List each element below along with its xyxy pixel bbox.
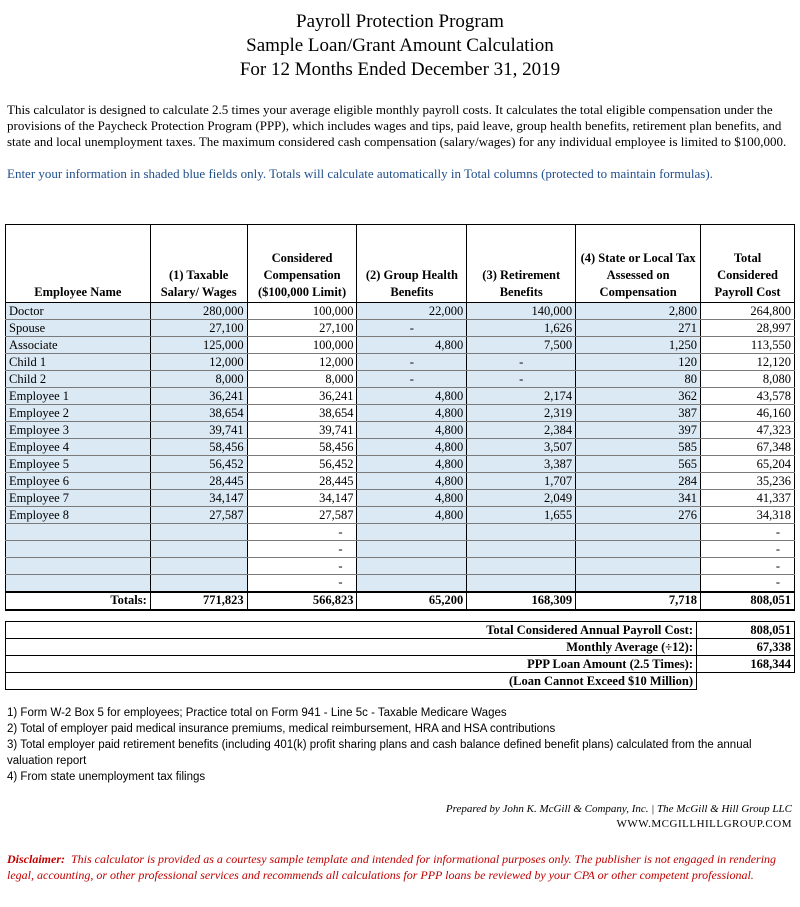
cell-retirement[interactable]	[467, 541, 576, 558]
cell-state-tax[interactable]: 565	[576, 456, 701, 473]
cell-group-health[interactable]: 4,800	[357, 456, 467, 473]
cell-state-tax[interactable]: 80	[576, 371, 701, 388]
cell-group-health[interactable]: -	[357, 320, 467, 337]
cell-employee-name[interactable]	[6, 558, 151, 575]
cell-retirement[interactable]: -	[467, 354, 576, 371]
table-row	[6, 303, 795, 320]
cell-state-tax[interactable]: 585	[576, 439, 701, 456]
summary-annual-value: 808,051	[697, 622, 795, 639]
cell-taxable-salary[interactable]: 38,654	[150, 405, 247, 422]
cell-state-tax[interactable]: 271	[576, 320, 701, 337]
table-row	[6, 490, 795, 507]
table-row	[6, 388, 795, 405]
table-row	[6, 354, 795, 371]
cell-total-payroll-cost: -	[701, 524, 795, 541]
cell-total-payroll-cost: 264,800	[701, 303, 795, 320]
cell-group-health[interactable]: 4,800	[357, 337, 467, 354]
cell-considered-compensation: 56,452	[247, 456, 357, 473]
summary-row-annual	[6, 622, 795, 639]
cell-state-tax[interactable]: 276	[576, 507, 701, 524]
cell-total-payroll-cost: 43,578	[701, 388, 795, 405]
cell-group-health[interactable]: 4,800	[357, 405, 467, 422]
cell-total-payroll-cost: 67,348	[701, 439, 795, 456]
title-line-1: Payroll Protection Program	[296, 11, 504, 32]
prepared-by: Prepared by John K. McGill & Company, Inc. | The McGill & Hill Group LLC	[445, 803, 792, 815]
cell-taxable-salary[interactable]: 12,000	[150, 354, 247, 371]
cell-state-tax[interactable]: 341	[576, 490, 701, 507]
cell-state-tax[interactable]: 2,800	[576, 303, 701, 320]
cell-taxable-salary[interactable]	[150, 558, 247, 575]
cell-employee-name[interactable]: Employee 3	[6, 422, 151, 439]
disclaimer-label: Disclaimer:	[7, 852, 65, 866]
cell-employee-name[interactable]: Employee 1	[6, 388, 151, 405]
cell-retirement[interactable]: 1,655	[467, 507, 576, 524]
cell-considered-compensation: 27,100	[247, 320, 357, 337]
cell-considered-compensation: -	[247, 575, 357, 592]
cell-considered-compensation: 34,147	[247, 490, 357, 507]
cell-employee-name[interactable]: Employee 8	[6, 507, 151, 524]
cell-state-tax[interactable]	[576, 558, 701, 575]
title-line-3: For 12 Months Ended December 31, 2019	[239, 59, 561, 80]
cell-total-payroll-cost: 41,337	[701, 490, 795, 507]
cell-employee-name[interactable]	[6, 541, 151, 558]
table-row	[6, 524, 795, 541]
cell-employee-name[interactable]: Employee 4	[6, 439, 151, 456]
cell-considered-compensation: 100,000	[247, 337, 357, 354]
cell-retirement[interactable]	[467, 558, 576, 575]
cell-considered-compensation: -	[247, 524, 357, 541]
cell-group-health[interactable]: -	[357, 371, 467, 388]
header-group-health: (2) Group Health Benefits	[357, 225, 467, 303]
cell-total-payroll-cost: -	[701, 575, 795, 592]
summary-row-monthly	[6, 639, 795, 656]
totals-label: Totals:	[6, 592, 151, 610]
cell-state-tax[interactable]	[576, 541, 701, 558]
cell-considered-compensation: 39,741	[247, 422, 357, 439]
cell-taxable-salary[interactable]: 280,000	[150, 303, 247, 320]
cell-considered-compensation: 58,456	[247, 439, 357, 456]
summary-limit-value	[697, 673, 795, 690]
cell-retirement[interactable]: 140,000	[467, 303, 576, 320]
header-total-payroll-cost: Total Considered Payroll Cost	[701, 225, 795, 303]
cell-taxable-salary[interactable]	[150, 541, 247, 558]
cell-retirement[interactable]: 3,507	[467, 439, 576, 456]
cell-taxable-salary[interactable]: 34,147	[150, 490, 247, 507]
cell-retirement[interactable]: 2,049	[467, 490, 576, 507]
header-retirement: (3) Retirement Benefits	[467, 225, 576, 303]
intro-paragraph: This calculator is designed to calculate 2.5 times your average eligible monthly payroll costs. It calculates the total eligible compensation under the provisions of the Paycheck Protection Program (PPP), which includes wages and tips, paid leave, group health benefits, retirement plan benefits, and state and local unemployment taxes. The maximum considered cash compensation (salary/wages) for any individual employee is limited to $100,000.	[7, 102, 787, 149]
cell-considered-compensation: 38,654	[247, 405, 357, 422]
table-row	[6, 439, 795, 456]
total-retirement: 168,309	[467, 592, 576, 610]
cell-retirement[interactable]	[467, 575, 576, 592]
table-row	[6, 541, 795, 558]
summary-monthly-label: Monthly Average (÷12):	[6, 639, 697, 656]
table-row	[6, 507, 795, 524]
footnote-3: 3) Total employer paid retirement benefits (including 401(k) profit sharing plans and cash balance defined benefit plans) calculated from the annual valuation report	[7, 739, 752, 767]
title-line-2: Sample Loan/Grant Amount Calculation	[246, 35, 554, 56]
cell-total-payroll-cost: 65,204	[701, 456, 795, 473]
cell-total-payroll-cost: 12,120	[701, 354, 795, 371]
cell-taxable-salary[interactable]: 125,000	[150, 337, 247, 354]
total-considered-compensation: 566,823	[247, 592, 357, 610]
cell-retirement[interactable]: -	[467, 371, 576, 388]
total-state-tax: 7,718	[576, 592, 701, 610]
website-text: WWW.MCGILLHILLGROUP.COM	[616, 818, 792, 830]
footnotes	[7, 705, 793, 785]
summary-table	[5, 621, 795, 690]
cell-retirement[interactable]: 2,174	[467, 388, 576, 405]
cell-taxable-salary[interactable]: 28,445	[150, 473, 247, 490]
cell-taxable-salary[interactable]: 8,000	[150, 371, 247, 388]
cell-retirement[interactable]: 2,319	[467, 405, 576, 422]
cell-taxable-salary[interactable]: 36,241	[150, 388, 247, 405]
total-payroll-cost: 808,051	[701, 592, 795, 610]
table-row	[6, 371, 795, 388]
page-title	[0, 0, 800, 82]
table-row	[6, 337, 795, 354]
table-row	[6, 558, 795, 575]
summary-annual-label: Total Considered Annual Payroll Cost:	[6, 622, 697, 639]
cell-considered-compensation: 12,000	[247, 354, 357, 371]
cell-retirement[interactable]: 7,500	[467, 337, 576, 354]
cell-taxable-salary[interactable]	[150, 575, 247, 592]
cell-considered-compensation: 8,000	[247, 371, 357, 388]
summary-loan-value: 168,344	[697, 656, 795, 673]
cell-state-tax[interactable]: 1,250	[576, 337, 701, 354]
cell-group-health[interactable]: 22,000	[357, 303, 467, 320]
cell-total-payroll-cost: -	[701, 558, 795, 575]
table-row	[6, 405, 795, 422]
cell-considered-compensation: 36,241	[247, 388, 357, 405]
summary-monthly-value: 67,338	[697, 639, 795, 656]
footnote-1: 1) Form W-2 Box 5 for employees; Practice total on Form 941 - Line 5c - Taxable Medicare Wages	[7, 707, 507, 719]
cell-considered-compensation: 28,445	[247, 473, 357, 490]
cell-taxable-salary[interactable]: 58,456	[150, 439, 247, 456]
cell-considered-compensation: 27,587	[247, 507, 357, 524]
footnote-2: 2) Total of employer paid medical insurance premiums, medical reimbursement, HRA and HSA contributions	[7, 723, 556, 735]
cell-employee-name[interactable]: Employee 6	[6, 473, 151, 490]
table-row	[6, 473, 795, 490]
cell-considered-compensation: -	[247, 541, 357, 558]
cell-total-payroll-cost: 34,318	[701, 507, 795, 524]
payroll-table	[5, 224, 795, 611]
cell-group-health[interactable]: 4,800	[357, 507, 467, 524]
footnote-4: 4) From state unemployment tax filings	[7, 771, 206, 783]
cell-state-tax[interactable]: 397	[576, 422, 701, 439]
cell-total-payroll-cost: 47,323	[701, 422, 795, 439]
cell-state-tax[interactable]	[576, 524, 701, 541]
cell-group-health[interactable]	[357, 524, 467, 541]
cell-employee-name[interactable]: Child 1	[6, 354, 151, 371]
cell-employee-name[interactable]: Employee 5	[6, 456, 151, 473]
totals-row	[6, 592, 795, 610]
cell-group-health[interactable]	[357, 575, 467, 592]
cell-group-health[interactable]: 4,800	[357, 388, 467, 405]
cell-total-payroll-cost: -	[701, 541, 795, 558]
summary-limit-label: (Loan Cannot Exceed $10 Million)	[6, 673, 697, 690]
cell-group-health[interactable]	[357, 541, 467, 558]
cell-considered-compensation: 100,000	[247, 303, 357, 320]
cell-group-health[interactable]: 4,800	[357, 490, 467, 507]
total-taxable-salary: 771,823	[150, 592, 247, 610]
cell-taxable-salary[interactable]: 39,741	[150, 422, 247, 439]
summary-row-loan	[6, 656, 795, 673]
cell-retirement[interactable]: 1,626	[467, 320, 576, 337]
cell-total-payroll-cost: 8,080	[701, 371, 795, 388]
cell-state-tax[interactable]: 120	[576, 354, 701, 371]
cell-total-payroll-cost: 28,997	[701, 320, 795, 337]
cell-retirement[interactable]	[467, 524, 576, 541]
cell-state-tax[interactable]	[576, 575, 701, 592]
cell-employee-name[interactable]: Child 2	[6, 371, 151, 388]
cell-employee-name[interactable]	[6, 575, 151, 592]
cell-employee-name[interactable]: Associate	[6, 337, 151, 354]
cell-group-health[interactable]: 4,800	[357, 473, 467, 490]
total-group-health: 65,200	[357, 592, 467, 610]
table-row	[6, 320, 795, 337]
cell-employee-name[interactable]: Employee 2	[6, 405, 151, 422]
cell-state-tax[interactable]: 387	[576, 405, 701, 422]
disclaimer-text: This calculator is provided as a courtesy sample template and intended for informational purposes only. The publisher is not engaged in rendering legal, accounting, or other professional services and recommends all calculations for PPP loans be reviewed by your CPA or other competent professional.	[7, 852, 777, 882]
table-row	[6, 456, 795, 473]
header-state-tax: (4) State or Local Tax Assessed on Compensation	[576, 225, 701, 303]
cell-total-payroll-cost: 113,550	[701, 337, 795, 354]
cell-taxable-salary[interactable]: 56,452	[150, 456, 247, 473]
cell-group-health[interactable]: 4,800	[357, 439, 467, 456]
cell-taxable-salary[interactable]	[150, 524, 247, 541]
cell-retirement[interactable]: 3,387	[467, 456, 576, 473]
header-considered-compensation: Considered Compensation ($100,000 Limit)	[247, 225, 357, 303]
summary-row-limit	[6, 673, 795, 690]
header-employee-name: Employee Name	[6, 225, 151, 303]
cell-group-health[interactable]: 4,800	[357, 422, 467, 439]
cell-employee-name[interactable]: Employee 7	[6, 490, 151, 507]
cell-employee-name[interactable]	[6, 524, 151, 541]
cell-considered-compensation: -	[247, 558, 357, 575]
cell-employee-name[interactable]: Spouse	[6, 320, 151, 337]
cell-state-tax[interactable]: 362	[576, 388, 701, 405]
disclaimer	[7, 851, 793, 883]
table-header-row	[6, 225, 795, 303]
cell-retirement[interactable]: 2,384	[467, 422, 576, 439]
table-body	[6, 303, 795, 592]
cell-total-payroll-cost: 35,236	[701, 473, 795, 490]
cell-state-tax[interactable]: 284	[576, 473, 701, 490]
instructions-text: Enter your information in shaded blue fields only. Totals will calculate automatically in Total columns (protected to maintain formulas).	[7, 166, 713, 181]
cell-taxable-salary[interactable]: 27,100	[150, 320, 247, 337]
cell-retirement[interactable]: 1,707	[467, 473, 576, 490]
cell-group-health[interactable]: -	[357, 354, 467, 371]
summary-loan-label: PPP Loan Amount (2.5 Times):	[6, 656, 697, 673]
cell-employee-name[interactable]: Doctor	[6, 303, 151, 320]
table-row	[6, 575, 795, 592]
cell-total-payroll-cost: 46,160	[701, 405, 795, 422]
header-taxable-salary: (1) Taxable Salary/ Wages	[150, 225, 247, 303]
cell-group-health[interactable]	[357, 558, 467, 575]
cell-taxable-salary[interactable]: 27,587	[150, 507, 247, 524]
table-row	[6, 422, 795, 439]
